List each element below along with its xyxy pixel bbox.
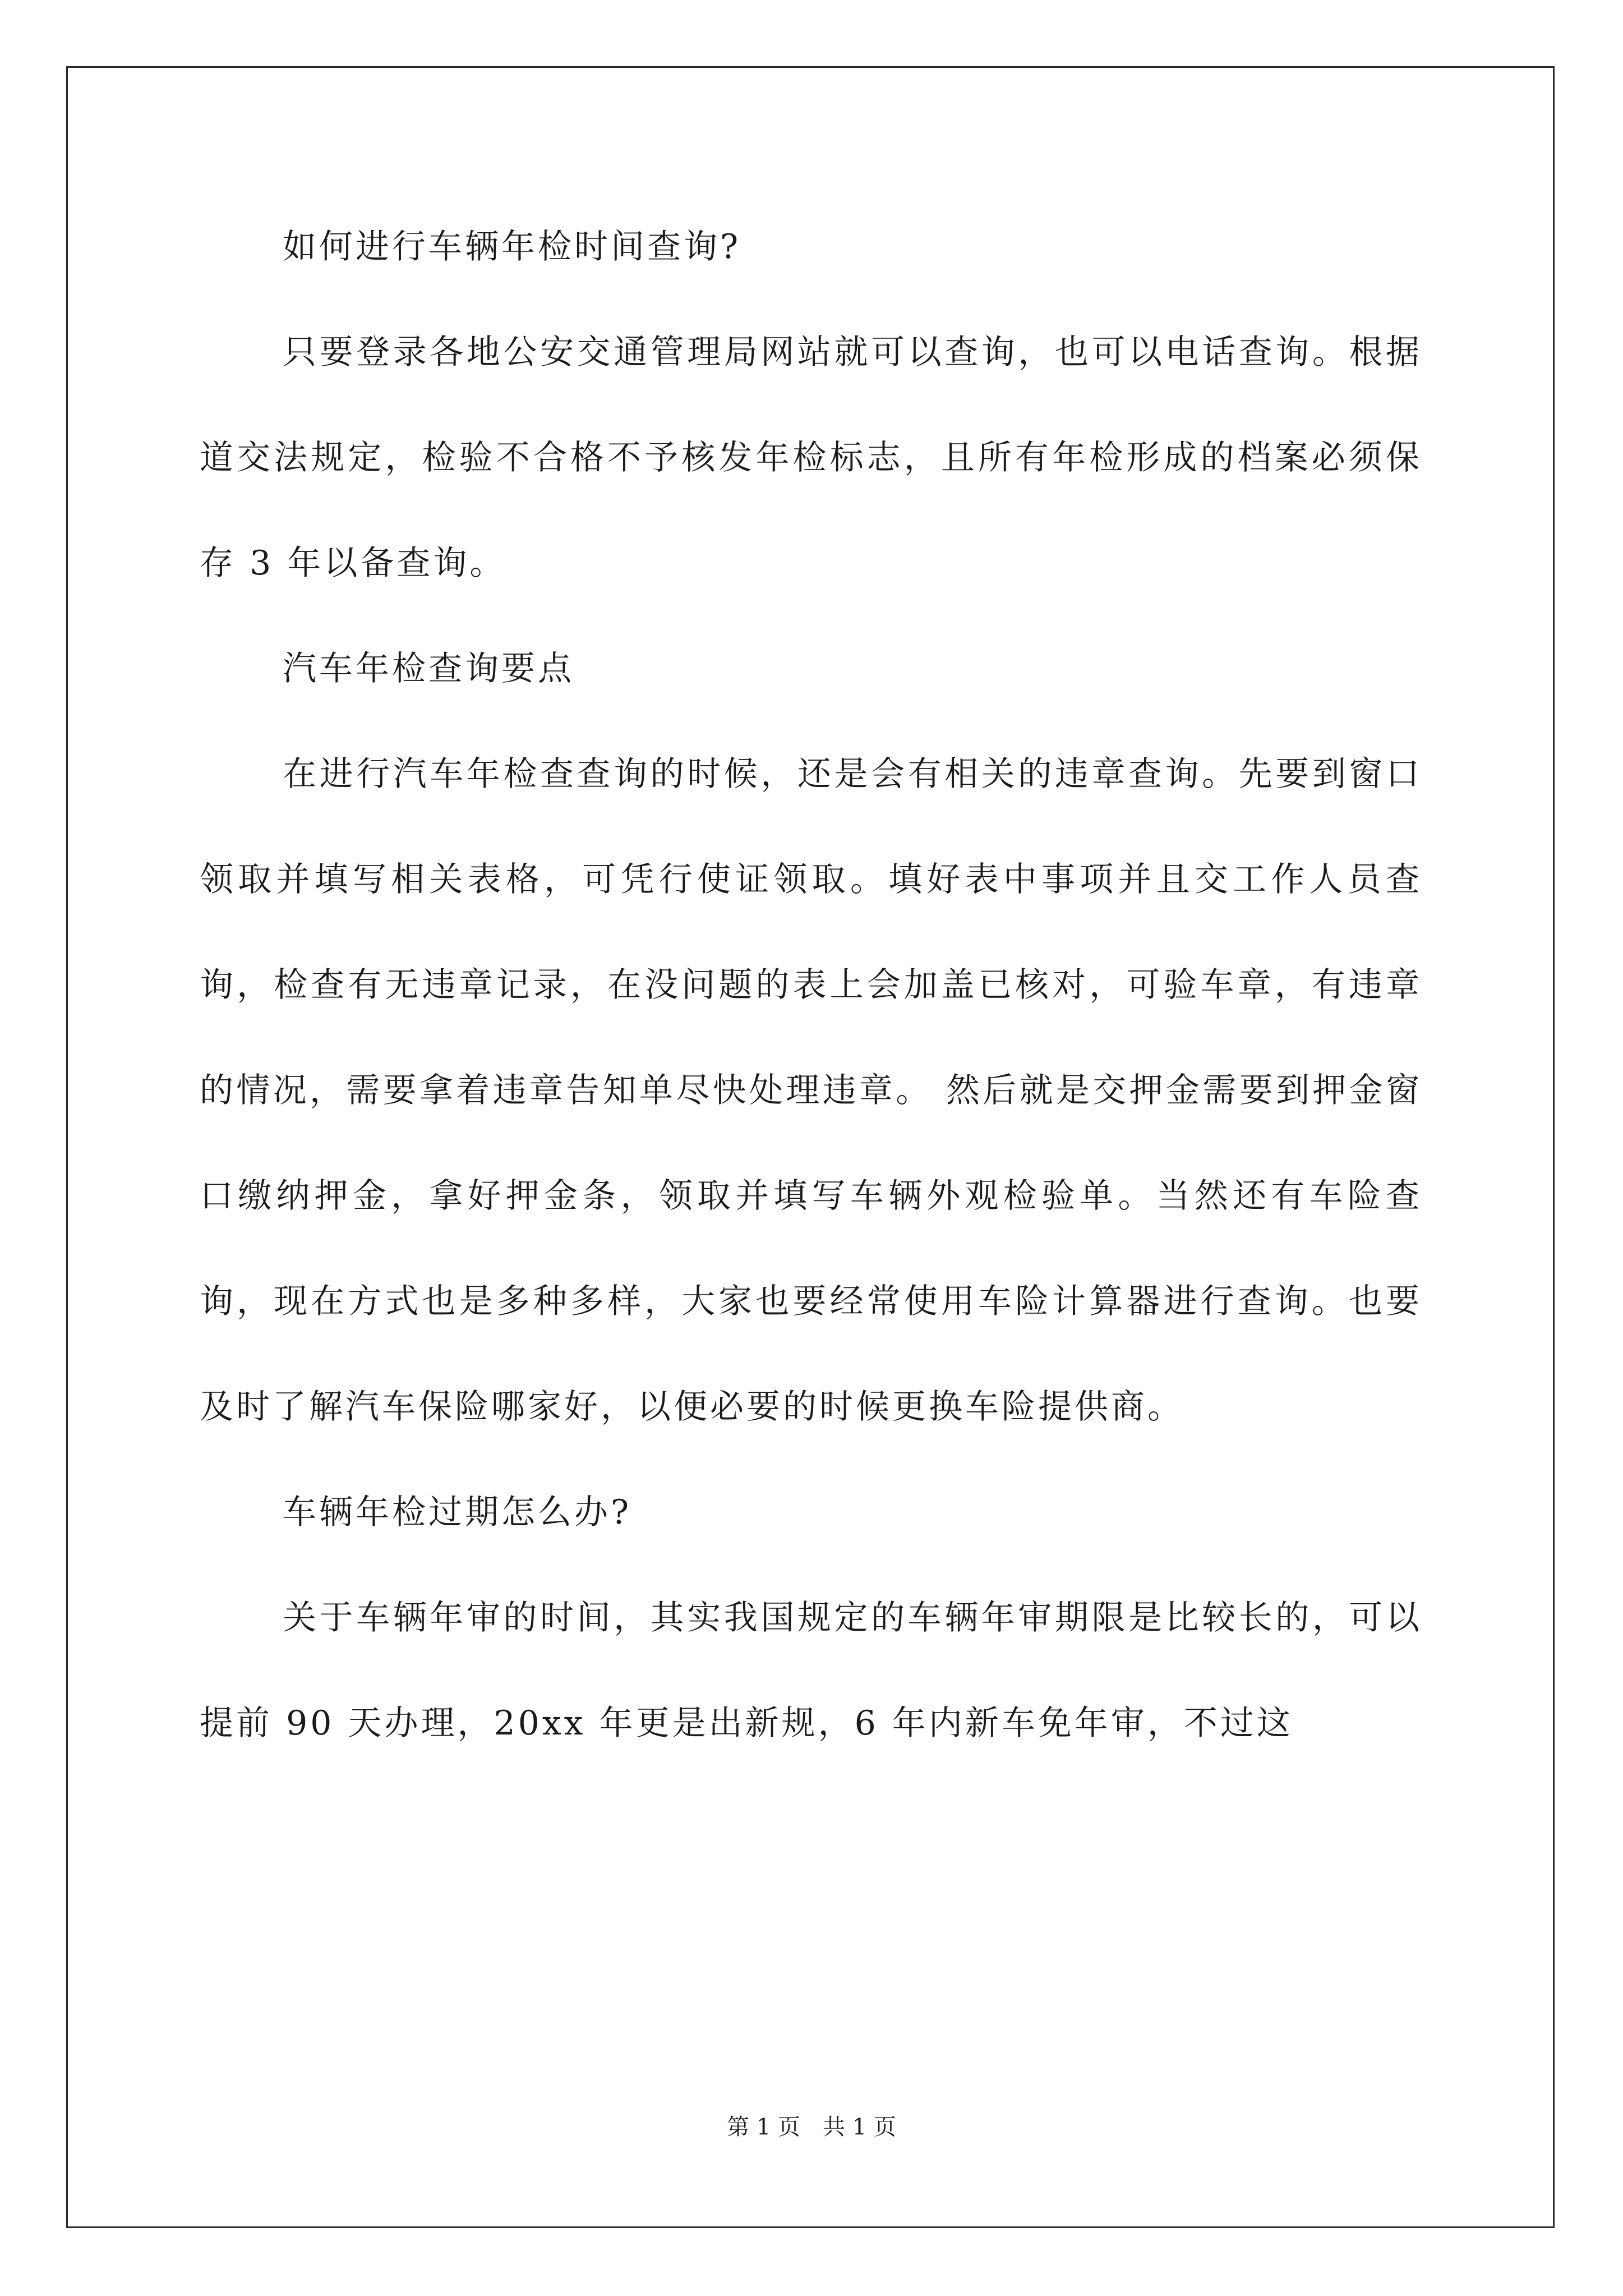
document-body bbox=[200, 194, 1422, 1776]
paragraph-heading-query-method: 如何进行车辆年检时间查询? bbox=[283, 227, 741, 266]
paragraph-overdue: 关于车辆年审的时间，其实我国规定的车辆年审期限是比较长的，可以提前 90 天办理，20xx 年更是出新规，6 年内新车免年审，不过这 bbox=[200, 1598, 1422, 1743]
paragraph-heading-key-points: 汽车年检查询要点 bbox=[283, 649, 574, 688]
paragraph-key-points: 在进行汽车年检查查询的时候，还是会有相关的违章查询。先要到窗口领取并填写相关表格，可凭行使证领取。填好表中事项并且交工作人员查询，检查有无违章记录，在没问题的表上会加盖已核对，可验车章，有违章的情况，需要拿着违章告知单尽快处理违章。 然后就是交押金需要到押金窗口缴纳押金，拿好押金条，领取并填写车辆外观检验单。当然还有车险查询，现在方式也是多种多样，大家也要经常使用车险计算器进行查询。也要及时了解汽车保险哪家好，以便必要的时候更换车险提供商。 bbox=[200, 754, 1422, 1427]
paragraph-query-method: 只要登录各地公安交通管理局网站就可以查询，也可以电话查询。根据道交法规定，检验不合格不予核发年检标志，且所有年检形成的档案必须保存 3 年以备查询。 bbox=[200, 333, 1422, 583]
page-total: 共 1 页 bbox=[823, 2114, 896, 2140]
page-number: 第 1 页 bbox=[727, 2114, 800, 2140]
paragraph-heading-overdue: 车辆年检过期怎么办? bbox=[283, 1493, 632, 1532]
page-footer bbox=[0, 2110, 1623, 2144]
